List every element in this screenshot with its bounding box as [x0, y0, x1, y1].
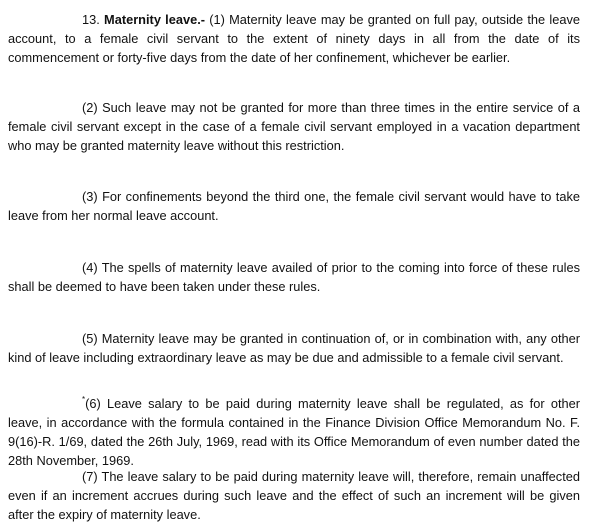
footnote-mark: *	[82, 395, 86, 404]
paragraph-3	[8, 187, 580, 225]
paragraph-1-text: (1) Maternity leave may be granted on full pay, outside the leave account, to a female civil servant to the extent of ninety days in all from the date of its commencement or forty-five days from the date of her confinement, whichever be earlier.	[8, 12, 580, 65]
paragraph-2	[8, 98, 580, 155]
paragraph-4-text: (4) The spells of maternity leave availed of prior to the coming into force of these rules shall be deemed to have been taken under these rules.	[8, 260, 580, 294]
rule-number: 13.	[82, 12, 100, 27]
paragraph-7	[8, 467, 580, 524]
paragraph-3-text: (3) For confinements beyond the third one, the female civil servant would have to take leave from her normal leave account.	[8, 189, 580, 223]
paragraph-6	[8, 390, 580, 470]
paragraph-2-text: (2) Such leave may not be granted for more than three times in the entire service of a female civil servant except in the case of a female civil servant employed in a vacation department who may be granted maternity leave without this restriction.	[8, 100, 580, 153]
paragraph-5-text: (5) Maternity leave may be granted in continuation of, or in combination with, any other kind of leave including extraordinary leave as may be due and admissible to a female civil servant.	[8, 331, 580, 365]
paragraph-7-text: (7) The leave salary to be paid during maternity leave will, therefore, remain unaffected even if an increment accrues during such leave and the effect of such an increment will be given after the expiry of maternity leave.	[8, 469, 580, 522]
paragraph-6-text: (6) Leave salary to be paid during maternity leave shall be regulated, as for other leave, in accordance with the formula contained in the Finance Division Office Memorandum No. F. 9(16)-R. 1/69, dated the 26th July, 1969, read with its Office Memorandum of even number dated the 28th November, 1969.	[8, 396, 580, 468]
paragraph-5	[8, 329, 580, 367]
paragraph-4	[8, 258, 580, 296]
paragraph-1	[8, 10, 580, 67]
rule-heading: Maternity leave.-	[104, 12, 206, 27]
